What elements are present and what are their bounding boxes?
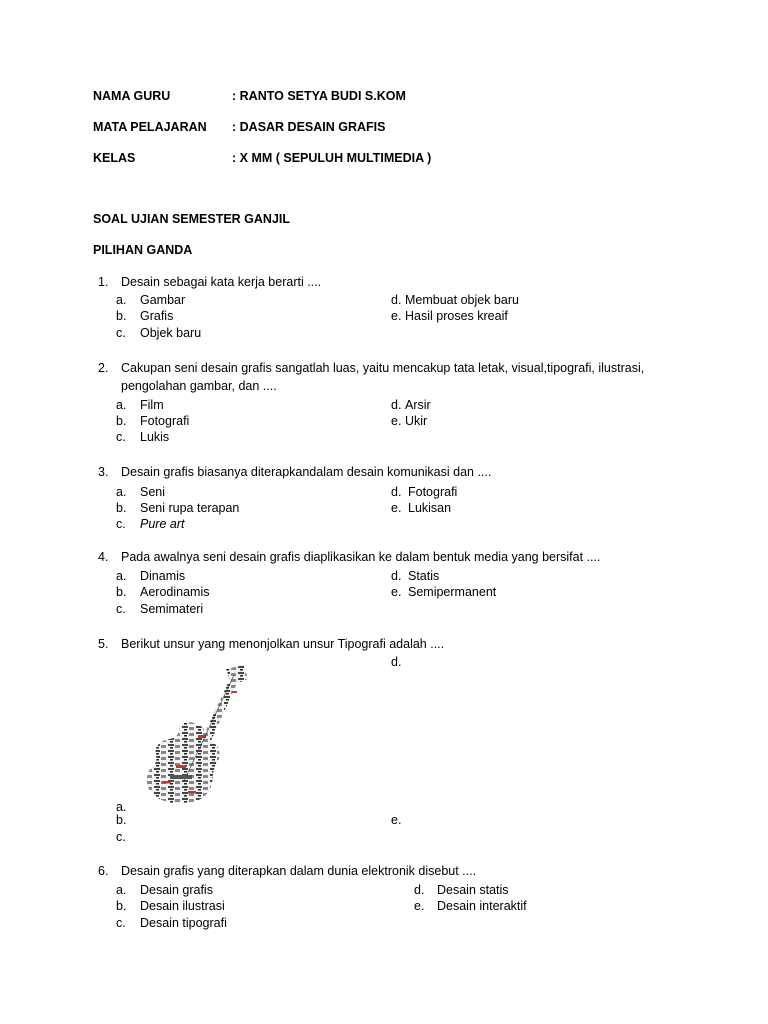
option-letter: e.	[391, 501, 402, 515]
option-text: Fotografi	[140, 414, 190, 428]
option-text: Desain statis	[437, 883, 509, 897]
option-text: Pure art	[140, 517, 185, 531]
option-letter: c.	[116, 430, 126, 444]
question-text-continued: pengolahan gambar, dan ....	[121, 379, 277, 393]
option-letter: e.	[391, 414, 402, 428]
option-text: Dinamis	[140, 569, 186, 583]
option-letter: a.	[116, 398, 127, 412]
option-letter: e.	[391, 585, 402, 599]
teacher-label: NAMA GURU	[93, 89, 171, 103]
option-text: Aerodinamis	[140, 585, 210, 599]
option-letter: b.	[116, 899, 127, 913]
option-letter: d.	[391, 655, 402, 669]
option-letter: d.	[391, 485, 402, 499]
subject-value: : DASAR DESAIN GRAFIS	[232, 120, 386, 134]
option-letter: c.	[116, 326, 126, 340]
option-text: Grafis	[140, 309, 174, 323]
exam-title: SOAL UJIAN SEMESTER GANJIL	[93, 212, 291, 226]
option-text: Lukis	[140, 430, 170, 444]
option-letter: b.	[116, 813, 127, 827]
option-letter: c.	[116, 517, 126, 531]
option-letter: a.	[116, 485, 127, 499]
question-text: Berikut unsur yang menonjolkan unsur Tipografi adalah ....	[121, 637, 445, 651]
option-letter: b.	[116, 501, 127, 515]
option-text: Desain ilustrasi	[140, 899, 225, 913]
option-text: Film	[140, 398, 164, 412]
option-text: Seni	[140, 485, 166, 499]
option-letter: d.	[391, 398, 402, 412]
question-text: Pada awalnya seni desain grafis diaplikasikan ke dalam bentuk media yang bersifat ....	[121, 550, 601, 564]
option-letter: d.	[414, 883, 425, 897]
question-number: 2.	[98, 361, 109, 375]
option-text: Arsir	[405, 398, 431, 412]
question-text: Cakupan seni desain grafis sangatlah luas, yaitu mencakup tata letak, visual,tipografi, ilustrasi,	[121, 361, 645, 375]
option-text: Ukir	[405, 414, 428, 428]
option-letter: a.	[116, 569, 127, 583]
option-letter: c.	[116, 602, 126, 616]
option-text: Semipermanent	[408, 585, 497, 599]
option-letter: c.	[116, 830, 126, 844]
option-text: Desain interaktif	[437, 899, 527, 913]
option-letter: e.	[391, 813, 402, 827]
question-number: 3.	[98, 465, 109, 479]
option-letter: a.	[116, 800, 127, 814]
question-number: 6.	[98, 864, 109, 878]
option-letter: a.	[116, 293, 127, 307]
option-text: Semimateri	[140, 602, 204, 616]
option-letter: a.	[116, 883, 127, 897]
option-text: Objek baru	[140, 326, 202, 340]
question-number: 4.	[98, 550, 109, 564]
option-text: Hasil proses kreaif	[405, 309, 508, 323]
question-text: Desain grafis biasanya diterapkandalam desain komunikasi dan ....	[121, 465, 492, 479]
option-letter: b.	[116, 585, 127, 599]
option-text: Statis	[408, 569, 440, 583]
subject-label: MATA PELAJARAN	[93, 120, 207, 134]
option-letter: e.	[391, 309, 402, 323]
teacher-value: : RANTO SETYA BUDI S.KOM	[232, 89, 406, 103]
option-text: Lukisan	[408, 501, 452, 515]
option-letter: b.	[116, 309, 127, 323]
option-letter: d.	[391, 569, 402, 583]
question-text: Desain grafis yang diterapkan dalam dunia elektronik disebut ....	[121, 864, 477, 878]
class-label: KELAS	[93, 151, 136, 165]
option-letter: d.	[391, 293, 402, 307]
option-text: Desain tipografi	[140, 916, 227, 930]
section-title: PILIHAN GANDA	[93, 243, 193, 257]
option-text: Fotografi	[408, 485, 458, 499]
option-text: Desain grafis	[140, 883, 213, 897]
option-letter: b.	[116, 414, 127, 428]
question-text: Desain sebagai kata kerja berarti ....	[121, 275, 322, 289]
question-number: 1.	[98, 275, 109, 289]
class-value: : X MM ( SEPULUH MULTIMEDIA )	[232, 151, 432, 165]
typographic-guitar-image	[140, 665, 258, 810]
question-number: 5.	[98, 637, 109, 651]
option-text: Seni rupa terapan	[140, 501, 240, 515]
option-text: Gambar	[140, 293, 186, 307]
option-letter: c.	[116, 916, 126, 930]
option-letter: e.	[414, 899, 425, 913]
option-text: Membuat objek baru	[405, 293, 519, 307]
